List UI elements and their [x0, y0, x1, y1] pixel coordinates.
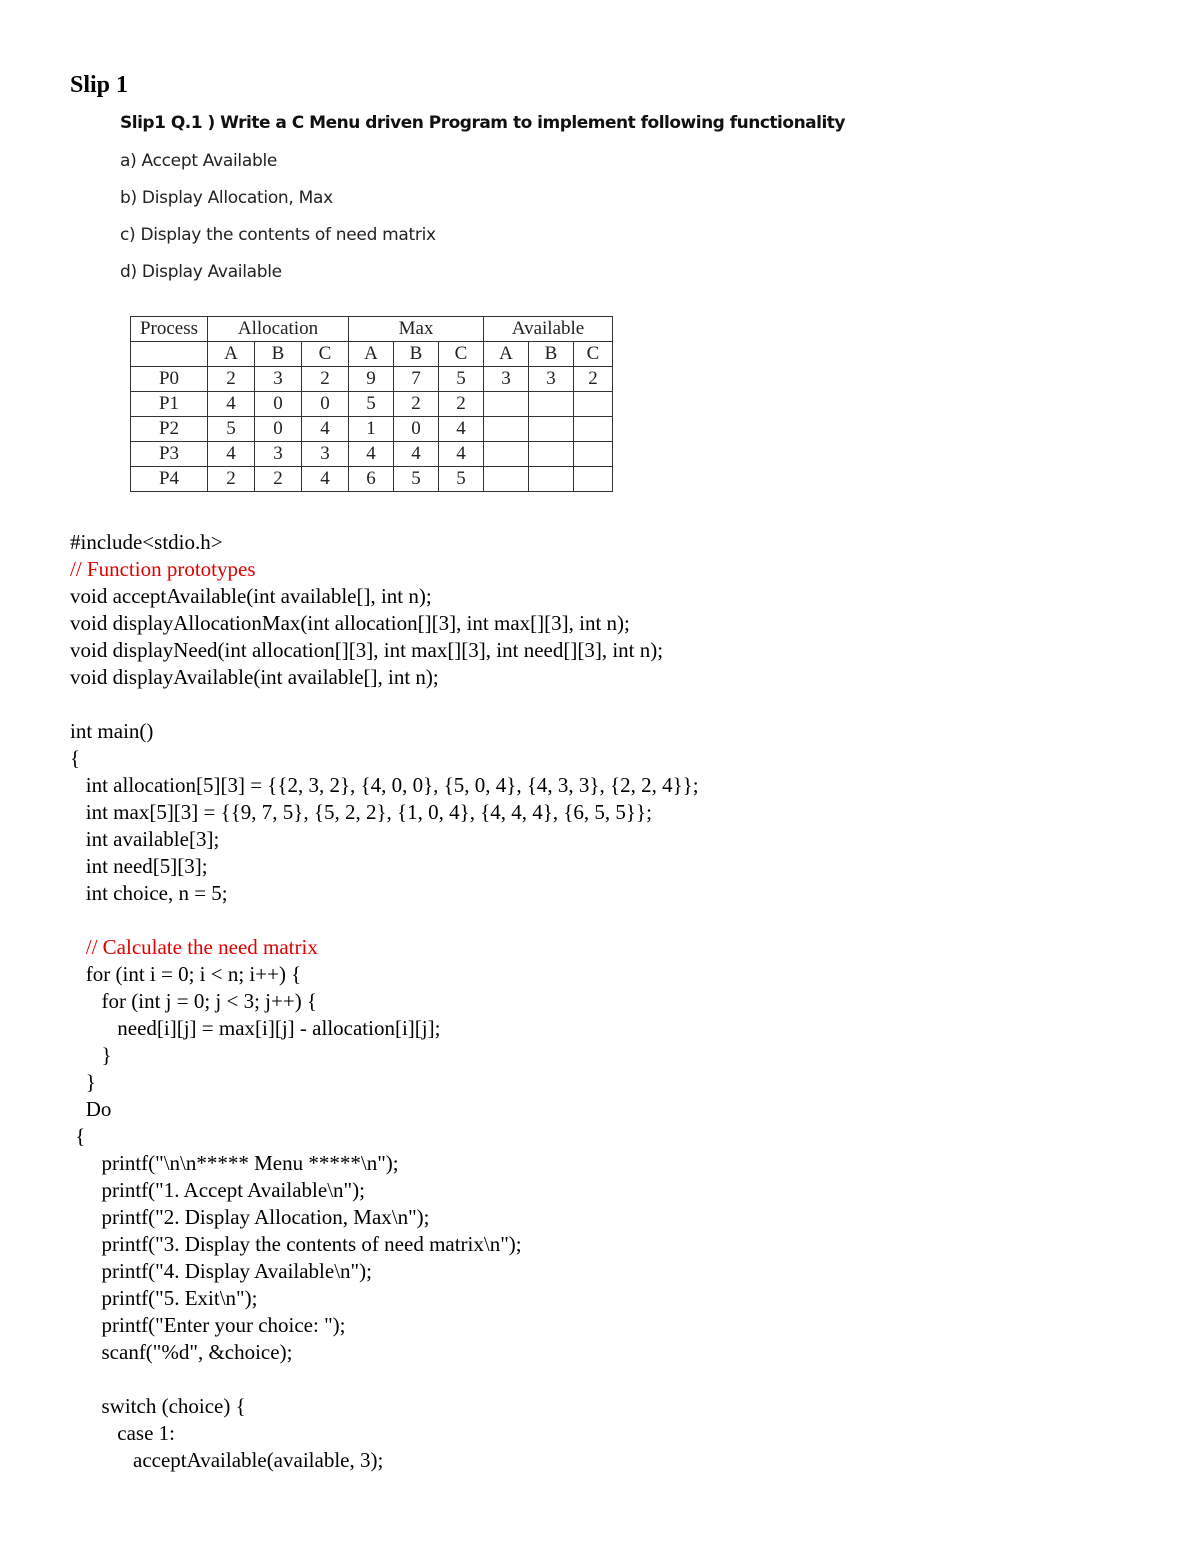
max-cell: 0: [394, 417, 439, 442]
allocation-cell: 2: [208, 467, 255, 492]
max-cell: 5: [439, 367, 484, 392]
process-cell: P1: [131, 392, 208, 417]
subheader-cell: A: [349, 342, 394, 367]
header-max: Max: [349, 317, 484, 342]
code-line: void displayAvailable(int available[], int n);: [70, 665, 439, 689]
subheader-cell: A: [208, 342, 255, 367]
allocation-cell: 4: [302, 417, 349, 442]
code-line: scanf("%d", &choice);: [70, 1340, 293, 1364]
allocation-cell: 3: [255, 367, 302, 392]
table-row: [131, 442, 613, 467]
code-line: int need[5][3];: [70, 854, 208, 878]
header-process: Process: [131, 317, 208, 342]
code-line: need[i][j] = max[i][j] - allocation[i][j];: [70, 1016, 441, 1040]
available-cell: [574, 392, 613, 417]
allocation-cell: 2: [208, 367, 255, 392]
subheader-cell: C: [439, 342, 484, 367]
allocation-cell: 4: [302, 467, 349, 492]
code-line: printf("Enter your choice: ");: [70, 1313, 346, 1337]
code-line: void acceptAvailable(int available[], int n);: [70, 584, 432, 608]
subheader-cell: B: [255, 342, 302, 367]
available-cell: 3: [529, 367, 574, 392]
max-cell: 4: [394, 442, 439, 467]
code-line: void displayAllocationMax(int allocation[][3], int max[][3], int n);: [70, 611, 630, 635]
available-cell: [574, 467, 613, 492]
table-header-row: [131, 317, 613, 342]
code-line: printf("1. Accept Available\n");: [70, 1178, 365, 1202]
allocation-cell: 5: [208, 417, 255, 442]
table-subheader-row: [131, 342, 613, 367]
code-line: printf("3. Display the contents of need matrix\n");: [70, 1232, 522, 1256]
option-a: a) Accept Available: [120, 151, 278, 171]
allocation-cell: 0: [255, 392, 302, 417]
code-line: int main(): [70, 719, 154, 743]
allocation-cell: 3: [255, 442, 302, 467]
subheader-cell: A: [484, 342, 529, 367]
allocation-cell: 0: [255, 417, 302, 442]
allocation-cell: 2: [255, 467, 302, 492]
available-cell: [484, 467, 529, 492]
code-line: {: [70, 1124, 86, 1148]
code-line: int max[5][3] = {{9, 7, 5}, {5, 2, 2}, {1, 0, 4}, {4, 4, 4}, {6, 5, 5}};: [70, 800, 652, 824]
code-comment-line: // Calculate the need matrix: [70, 935, 318, 959]
option-b: b) Display Allocation, Max: [120, 188, 333, 208]
code-line: int available[3];: [70, 827, 220, 851]
available-cell: [484, 417, 529, 442]
max-cell: 1: [349, 417, 394, 442]
max-cell: 7: [394, 367, 439, 392]
available-cell: [484, 392, 529, 417]
max-cell: 5: [439, 467, 484, 492]
code-line: [70, 691, 699, 718]
available-cell: [574, 417, 613, 442]
allocation-cell: 4: [208, 442, 255, 467]
code-line: [70, 907, 699, 934]
max-cell: 5: [349, 392, 394, 417]
subheader-cell: C: [302, 342, 349, 367]
available-cell: [529, 442, 574, 467]
max-cell: 6: [349, 467, 394, 492]
max-cell: 4: [439, 442, 484, 467]
max-cell: 2: [439, 392, 484, 417]
code-line: }: [70, 1043, 112, 1067]
header-allocation: Allocation: [208, 317, 349, 342]
available-cell: [574, 442, 613, 467]
max-cell: 4: [439, 417, 484, 442]
code-line: for (int i = 0; i < n; i++) {: [70, 962, 302, 986]
code-line: case 1:: [70, 1421, 175, 1445]
code-comment-line: // Function prototypes: [70, 557, 256, 581]
allocation-cell: 2: [302, 367, 349, 392]
code-line: switch (choice) {: [70, 1394, 246, 1418]
code-line: acceptAvailable(available, 3);: [70, 1448, 384, 1472]
option-d: d) Display Available: [120, 262, 282, 282]
allocation-cell: 0: [302, 392, 349, 417]
subheader-cell: B: [394, 342, 439, 367]
table-row: [131, 467, 613, 492]
code-line: printf("5. Exit\n");: [70, 1286, 258, 1310]
allocation-cell: 3: [302, 442, 349, 467]
code-line: [70, 1366, 699, 1393]
available-cell: [529, 467, 574, 492]
code-line: printf("\n\n***** Menu *****\n");: [70, 1151, 399, 1175]
available-cell: [529, 392, 574, 417]
max-cell: 5: [394, 467, 439, 492]
available-cell: 2: [574, 367, 613, 392]
code-line: Do: [70, 1097, 112, 1121]
table-row: [131, 392, 613, 417]
code-line: }: [70, 1070, 96, 1094]
max-cell: 9: [349, 367, 394, 392]
available-cell: [484, 442, 529, 467]
code-line: void displayNeed(int allocation[][3], int max[][3], int need[][3], int n);: [70, 638, 664, 662]
table-row: [131, 367, 613, 392]
option-c: c) Display the contents of need matrix: [120, 225, 436, 245]
code-line: int choice, n = 5;: [70, 881, 228, 905]
max-cell: 4: [349, 442, 394, 467]
process-cell: P4: [131, 467, 208, 492]
code-line: printf("2. Display Allocation, Max\n");: [70, 1205, 430, 1229]
code-block: [70, 529, 699, 1474]
max-cell: 2: [394, 392, 439, 417]
subheader-empty: [131, 342, 208, 367]
subheader-cell: B: [529, 342, 574, 367]
process-cell: P2: [131, 417, 208, 442]
process-cell: P3: [131, 442, 208, 467]
subheader-cell: C: [574, 342, 613, 367]
header-available: Available: [484, 317, 613, 342]
code-line: printf("4. Display Available\n");: [70, 1259, 372, 1283]
code-line: for (int j = 0; j < 3; j++) {: [70, 989, 318, 1013]
allocation-cell: 4: [208, 392, 255, 417]
code-line: int allocation[5][3] = {{2, 3, 2}, {4, 0, 0}, {5, 0, 4}, {4, 3, 3}, {2, 2, 4}};: [70, 773, 699, 797]
slip-title: Slip 1: [70, 72, 129, 98]
available-cell: [529, 417, 574, 442]
code-line: {: [70, 746, 81, 770]
resource-table: [130, 316, 613, 492]
table-row: [131, 417, 613, 442]
available-cell: 3: [484, 367, 529, 392]
question-heading: Slip1 Q.1 ) Write a C Menu driven Program to implement following functionality: [120, 113, 846, 133]
process-cell: P0: [131, 367, 208, 392]
code-line: #include<stdio.h>: [70, 530, 223, 554]
